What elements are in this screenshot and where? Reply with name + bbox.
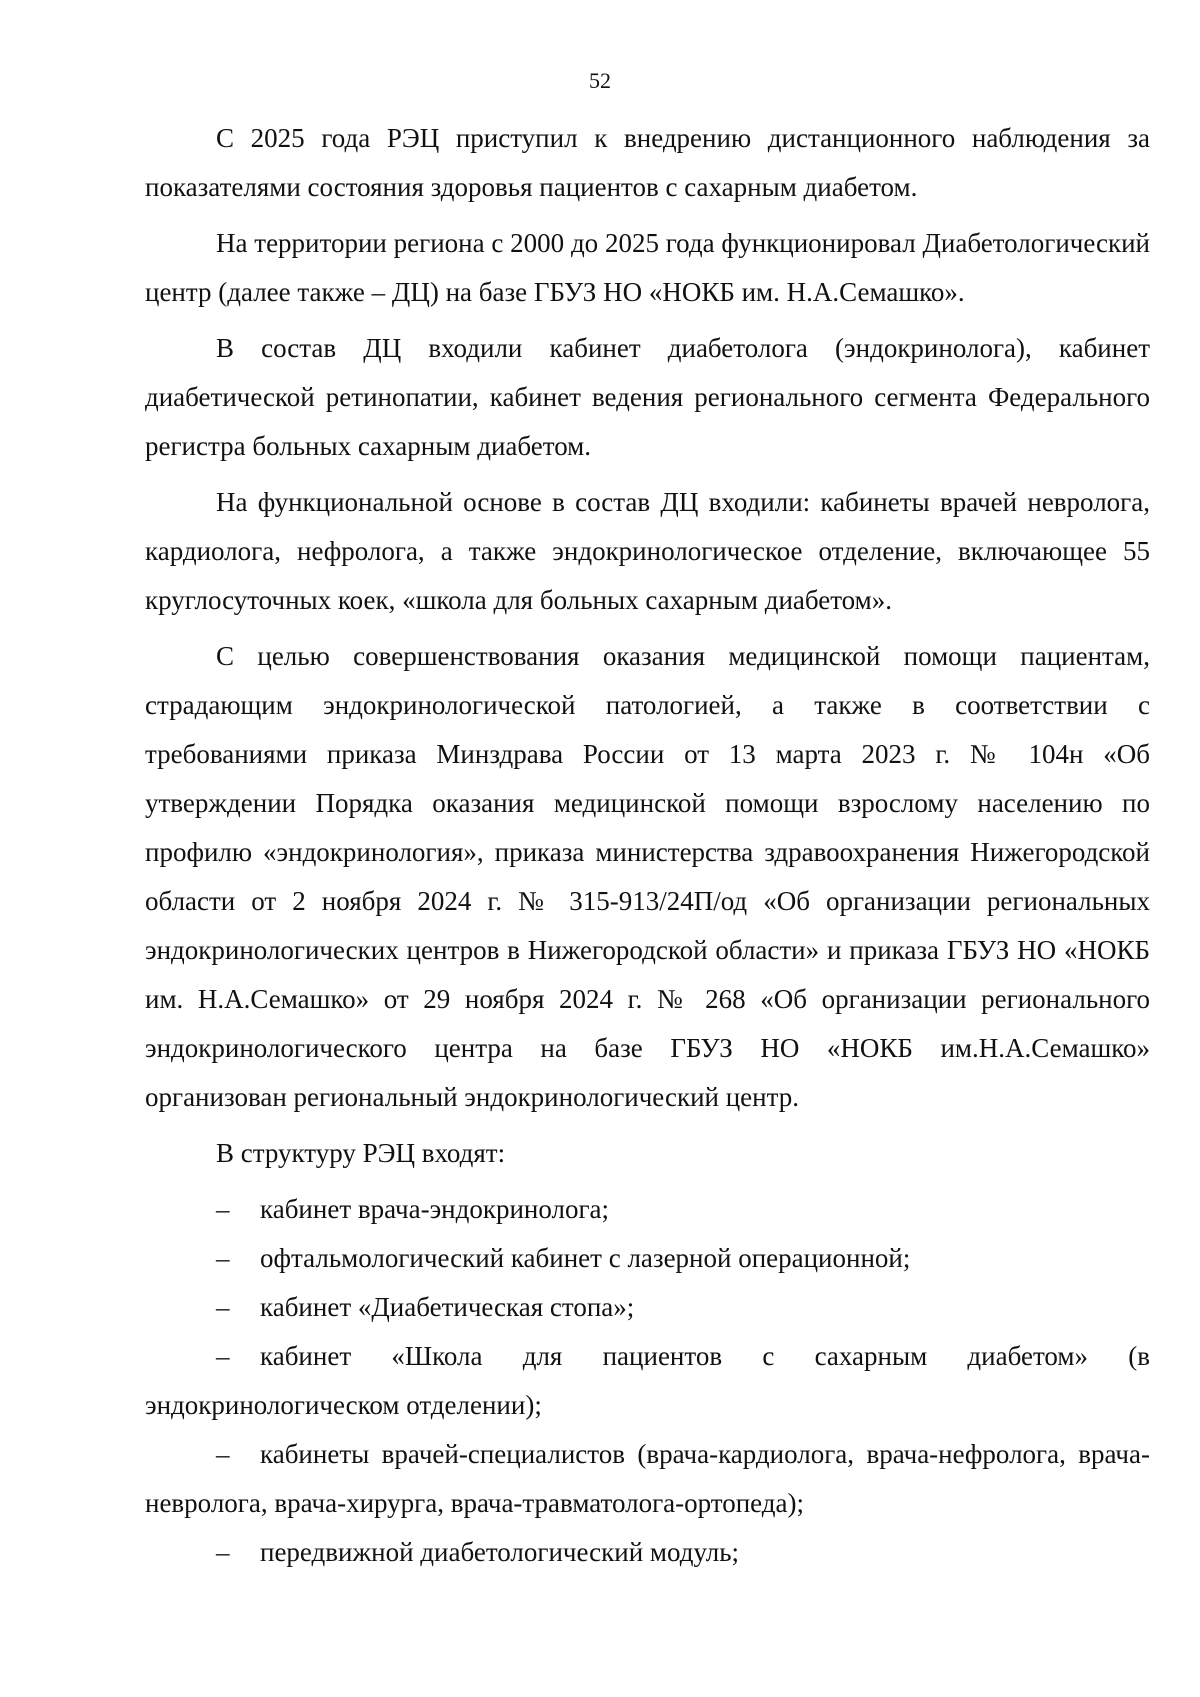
paragraph-functional-basis: На функциональной основе в состав ДЦ входили: кабинеты врачей невролога, кардиолога, нефролога, а также эндокринологическое отделение, включающее 55 круглосуточных коек, «школа для больных сахарным диабетом».	[145, 487, 1150, 615]
list-dash: –	[216, 1292, 230, 1322]
document-body	[145, 114, 1150, 1577]
paragraph-remote-monitoring: С 2025 года РЭЦ приступил к внедрению дистанционного наблюдения за показателями состояния здоровья пациентов с сахарным диабетом.	[145, 123, 1150, 202]
list-item	[145, 1430, 1150, 1528]
list-item	[145, 1234, 1150, 1283]
list-item-text: кабинет «Школа для пациентов с сахарным диабетом» (в эндокринологическом отделении);	[145, 1341, 1150, 1420]
structure-list	[145, 1185, 1150, 1577]
list-item-text: передвижной диабетологический модуль;	[260, 1537, 740, 1567]
paragraph-structure-intro: В структуру РЭЦ входят:	[216, 1138, 506, 1168]
paragraph-diabetology-center: На территории региона с 2000 до 2025 года функционировал Диабетологический центр (далее также – ДЦ) на базе ГБУЗ НО «НОКБ им. Н.А.Семашко».	[145, 228, 1150, 307]
list-item	[145, 1185, 1150, 1234]
list-item-text: кабинеты врачей-специалистов (врача-кардиолога, врача-нефролога, врача-невролога, врача-хирурга, врача-травматолога-ортопеда);	[145, 1439, 1150, 1518]
list-item	[145, 1283, 1150, 1332]
paragraph-regional-center-orders: С целью совершенствования оказания медицинской помощи пациентам, страдающим эндокринологической патологией, а также в соответствии с требованиями приказа Минздрава России от 13 марта 2023 г. № 104н «Об утверждении Порядка оказания медицинской помощи взрослому населению по профилю «эндокринология», приказа министерства здравоохранения Нижегородской области от 2 ноября 2024 г. № 315-913/24П/од «Об организации региональных эндокринологических центров в Нижегородской области» и приказа ГБУЗ НО «НОКБ им. Н.А.Семашко» от 29 ноября 2024 г. № 268 «Об организации регионального эндокринологического центра на базе ГБУЗ НО «НОКБ им.Н.А.Семашко» организован региональный эндокринологический центр.	[145, 641, 1150, 1112]
paragraph-center-composition: В состав ДЦ входили кабинет диабетолога (эндокринолога), кабинет диабетической ретинопатии, кабинет ведения регионального сегмента Федерального регистра больных сахарным диабетом.	[145, 333, 1150, 461]
page-number: 52	[589, 68, 611, 93]
list-item	[145, 1528, 1150, 1577]
list-item-text: кабинет «Диабетическая стопа»;	[260, 1292, 635, 1322]
list-item-text: офтальмологический кабинет с лазерной операционной;	[260, 1243, 911, 1273]
list-dash: –	[216, 1439, 230, 1469]
list-dash: –	[216, 1243, 230, 1273]
list-dash: –	[216, 1537, 230, 1567]
list-item	[145, 1332, 1150, 1430]
list-item-text: кабинет врача-эндокринолога;	[260, 1194, 610, 1224]
list-dash: –	[216, 1341, 230, 1371]
list-dash: –	[216, 1194, 230, 1224]
